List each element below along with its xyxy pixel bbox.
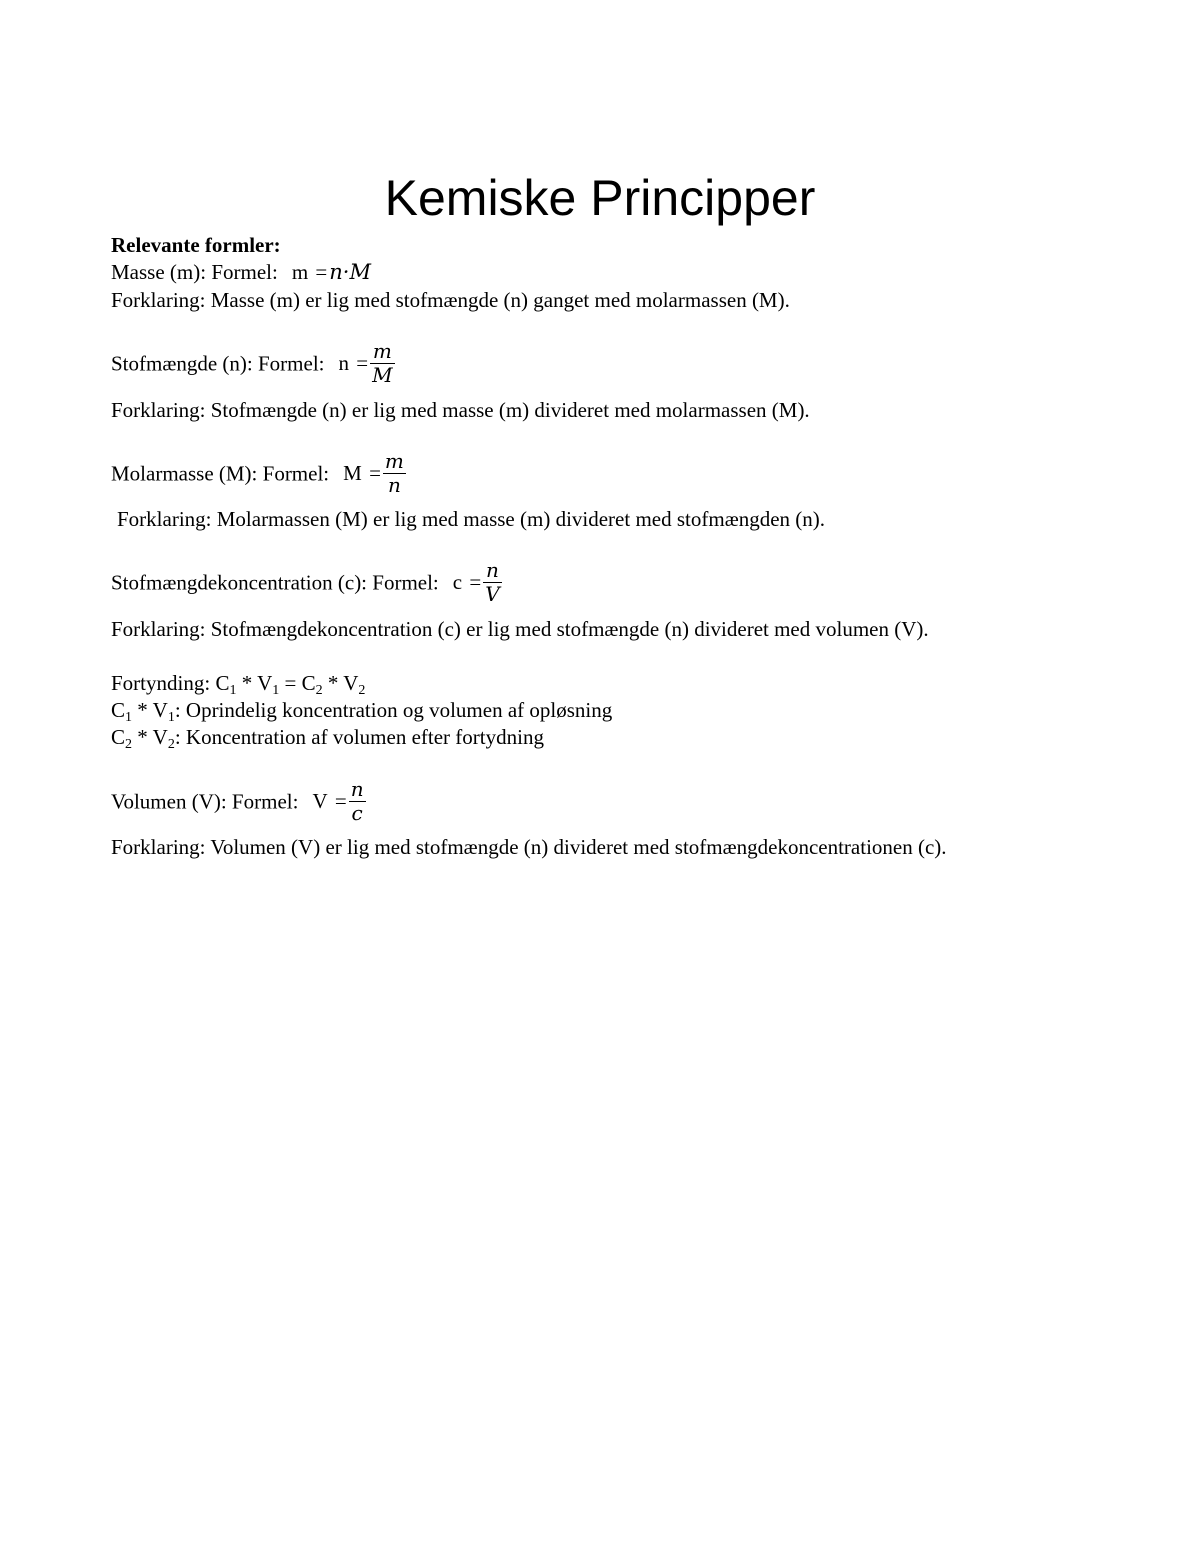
fortynding-label: Fortynding:: [111, 671, 211, 695]
volumen-formula: [312, 777, 365, 827]
section-heading: Relevante formler:: [111, 233, 281, 257]
fortynding-line-3: C2 * V2: Koncentration af volumen efter fortydning: [111, 725, 544, 752]
page-title: Kemiske Principper: [384, 170, 816, 226]
volumen-formula-line: [111, 777, 366, 827]
molarmasse-lhs: M: [343, 461, 362, 486]
volumen-denominator: c: [351, 801, 363, 825]
masse-label: Masse (m): Formel:: [111, 260, 278, 284]
masse-explanation: Forklaring: Masse (m) er lig med stofmængde (n) ganget med molarmassen (M).: [111, 288, 790, 312]
koncentration-fraction: [483, 559, 501, 606]
fortynding-v2: V2: [343, 671, 366, 698]
volumen-fraction: [349, 778, 366, 825]
stofmaengde-formula: [338, 339, 395, 389]
fortynding-line-2-text: : Oprindelig koncentration og volumen af opløsning: [174, 698, 613, 722]
stofmaengde-fraction: [370, 340, 394, 387]
koncentration-label: Stofmængdekoncentration (c): Formel:: [111, 570, 439, 595]
koncentration-lhs: c: [452, 570, 463, 595]
masse-eq: =: [315, 260, 328, 284]
volumen-explanation: Forklaring: Volumen (V) er lig med stofmængde (n) divideret med stofmængdekoncentrationen (c).: [111, 835, 947, 859]
koncentration-numerator: n: [483, 559, 501, 583]
masse-rhs: n·M: [329, 260, 371, 284]
molarmasse-formula: [343, 449, 406, 499]
molarmasse-numerator: m: [384, 449, 404, 473]
molarmasse-formula-line: [111, 449, 406, 499]
fortynding-c1: C1: [215, 671, 237, 698]
koncentration-formula: [452, 558, 502, 608]
stofmaengde-denominator: M: [372, 363, 393, 387]
volumen-lhs: V: [312, 789, 328, 814]
volumen-eq: =: [334, 789, 347, 814]
stofmaengde-formula-line: [111, 339, 395, 389]
fortynding-times-2: *: [327, 671, 339, 695]
molarmasse-denominator: n: [387, 473, 401, 497]
stofmaengde-lhs: n: [338, 351, 349, 376]
masse-formula-line: [111, 259, 371, 286]
molarmasse-label: Molarmasse (M): Formel:: [111, 461, 330, 486]
stofmaengde-eq: =: [356, 351, 369, 376]
fortynding-times: *: [241, 671, 253, 695]
stofmaengde-label: Stofmængde (n): Formel:: [111, 351, 325, 376]
fortynding-c2: C2: [301, 671, 323, 698]
molarmasse-explanation: Forklaring: Molarmassen (M) er lig med masse (m) divideret med stofmængden (n).: [117, 507, 826, 531]
masse-lhs: m: [291, 260, 309, 284]
volumen-label: Volumen (V): Formel:: [111, 789, 299, 814]
fortynding-v1: V1: [257, 671, 280, 698]
molarmasse-eq: =: [369, 461, 381, 486]
fortynding-formula-line: [111, 670, 365, 700]
koncentration-explanation: Forklaring: Stofmængdekoncentration (c) er lig med stofmængde (n) divideret med volumen (V).: [111, 617, 929, 641]
koncentration-eq: =: [469, 570, 482, 595]
masse-formula: [292, 259, 371, 286]
stofmaengde-numerator: m: [370, 340, 394, 364]
fortynding-line-2: C1 * V1: Oprindelig koncentration og volumen af opløsning: [111, 698, 613, 725]
fortynding-line-3-text: : Koncentration af volumen efter fortydning: [174, 725, 544, 749]
fortynding-eq: =: [284, 671, 297, 695]
koncentration-formula-line: [111, 558, 502, 608]
koncentration-denominator: V: [485, 582, 500, 606]
volumen-numerator: n: [350, 777, 364, 801]
molarmasse-fraction: [383, 450, 406, 497]
stofmaengde-explanation: Forklaring: Stofmængde (n) er lig med masse (m) divideret med molarmassen (M).: [111, 398, 810, 422]
